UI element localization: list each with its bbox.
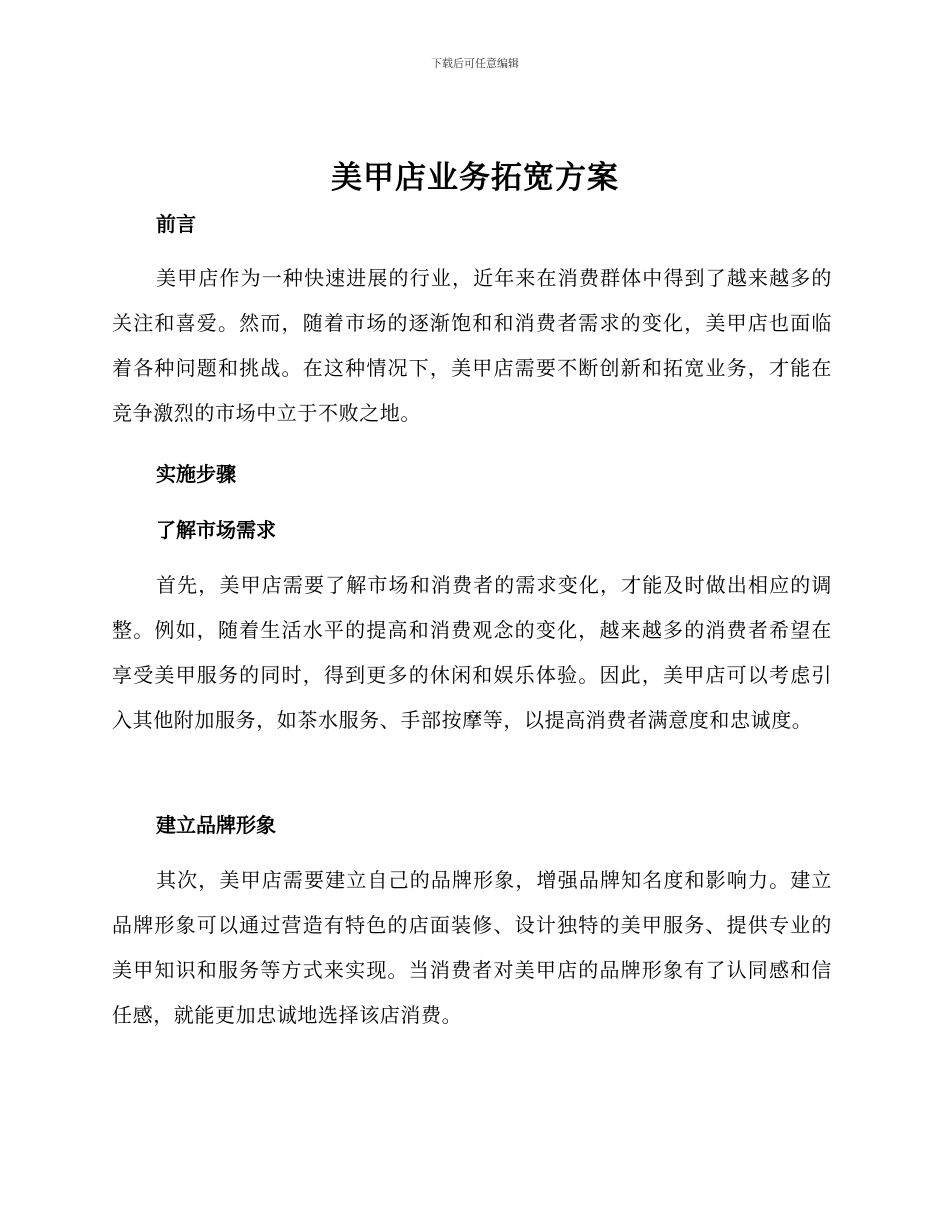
paragraph-preface: 美甲店作为一种快速进展的行业，近年来在消费群体中得到了越来越多的关注和喜爱。然而，随着市场的逐渐饱和和消费者需求的变化，美甲店也面临着各种问题和挑战。在这种情况下，美甲店需要不断创新和拓宽业务，才能在竞争激烈的市场中立于不败之地。 xyxy=(112,266,832,425)
section-heading-brand: 建立品牌形象 xyxy=(156,813,276,837)
page-header-note: 下载后可任意编辑 xyxy=(431,57,519,70)
paragraph-brand: 其次，美甲店需要建立自己的品牌形象，增强品牌知名度和影响力。建立品牌形象可以通过营造有特色的店面装修、设计独特的美甲服务、提供专业的美甲知识和服务等方式来实现。当消费者对美甲店的品牌形象有了认同感和信任感，就能更加忠诚地选择该店消费。 xyxy=(112,868,832,1027)
section-heading-preface: 前言 xyxy=(156,212,196,236)
section-heading-steps: 实施步骤 xyxy=(156,462,236,486)
paragraph-market: 首先，美甲店需要了解市场和消费者的需求变化，才能及时做出相应的调整。例如，随着生活水平的提高和消费观念的变化，越来越多的消费者希望在享受美甲服务的同时，得到更多的休闲和娱乐体验。因此，美甲店可以考虑引入其他附加服务，如茶水服务、手部按摩等，以提高消费者满意度和忠诚度。 xyxy=(112,573,832,732)
document-title: 美甲店业务拓宽方案 xyxy=(331,160,619,196)
section-heading-market: 了解市场需求 xyxy=(156,518,276,542)
